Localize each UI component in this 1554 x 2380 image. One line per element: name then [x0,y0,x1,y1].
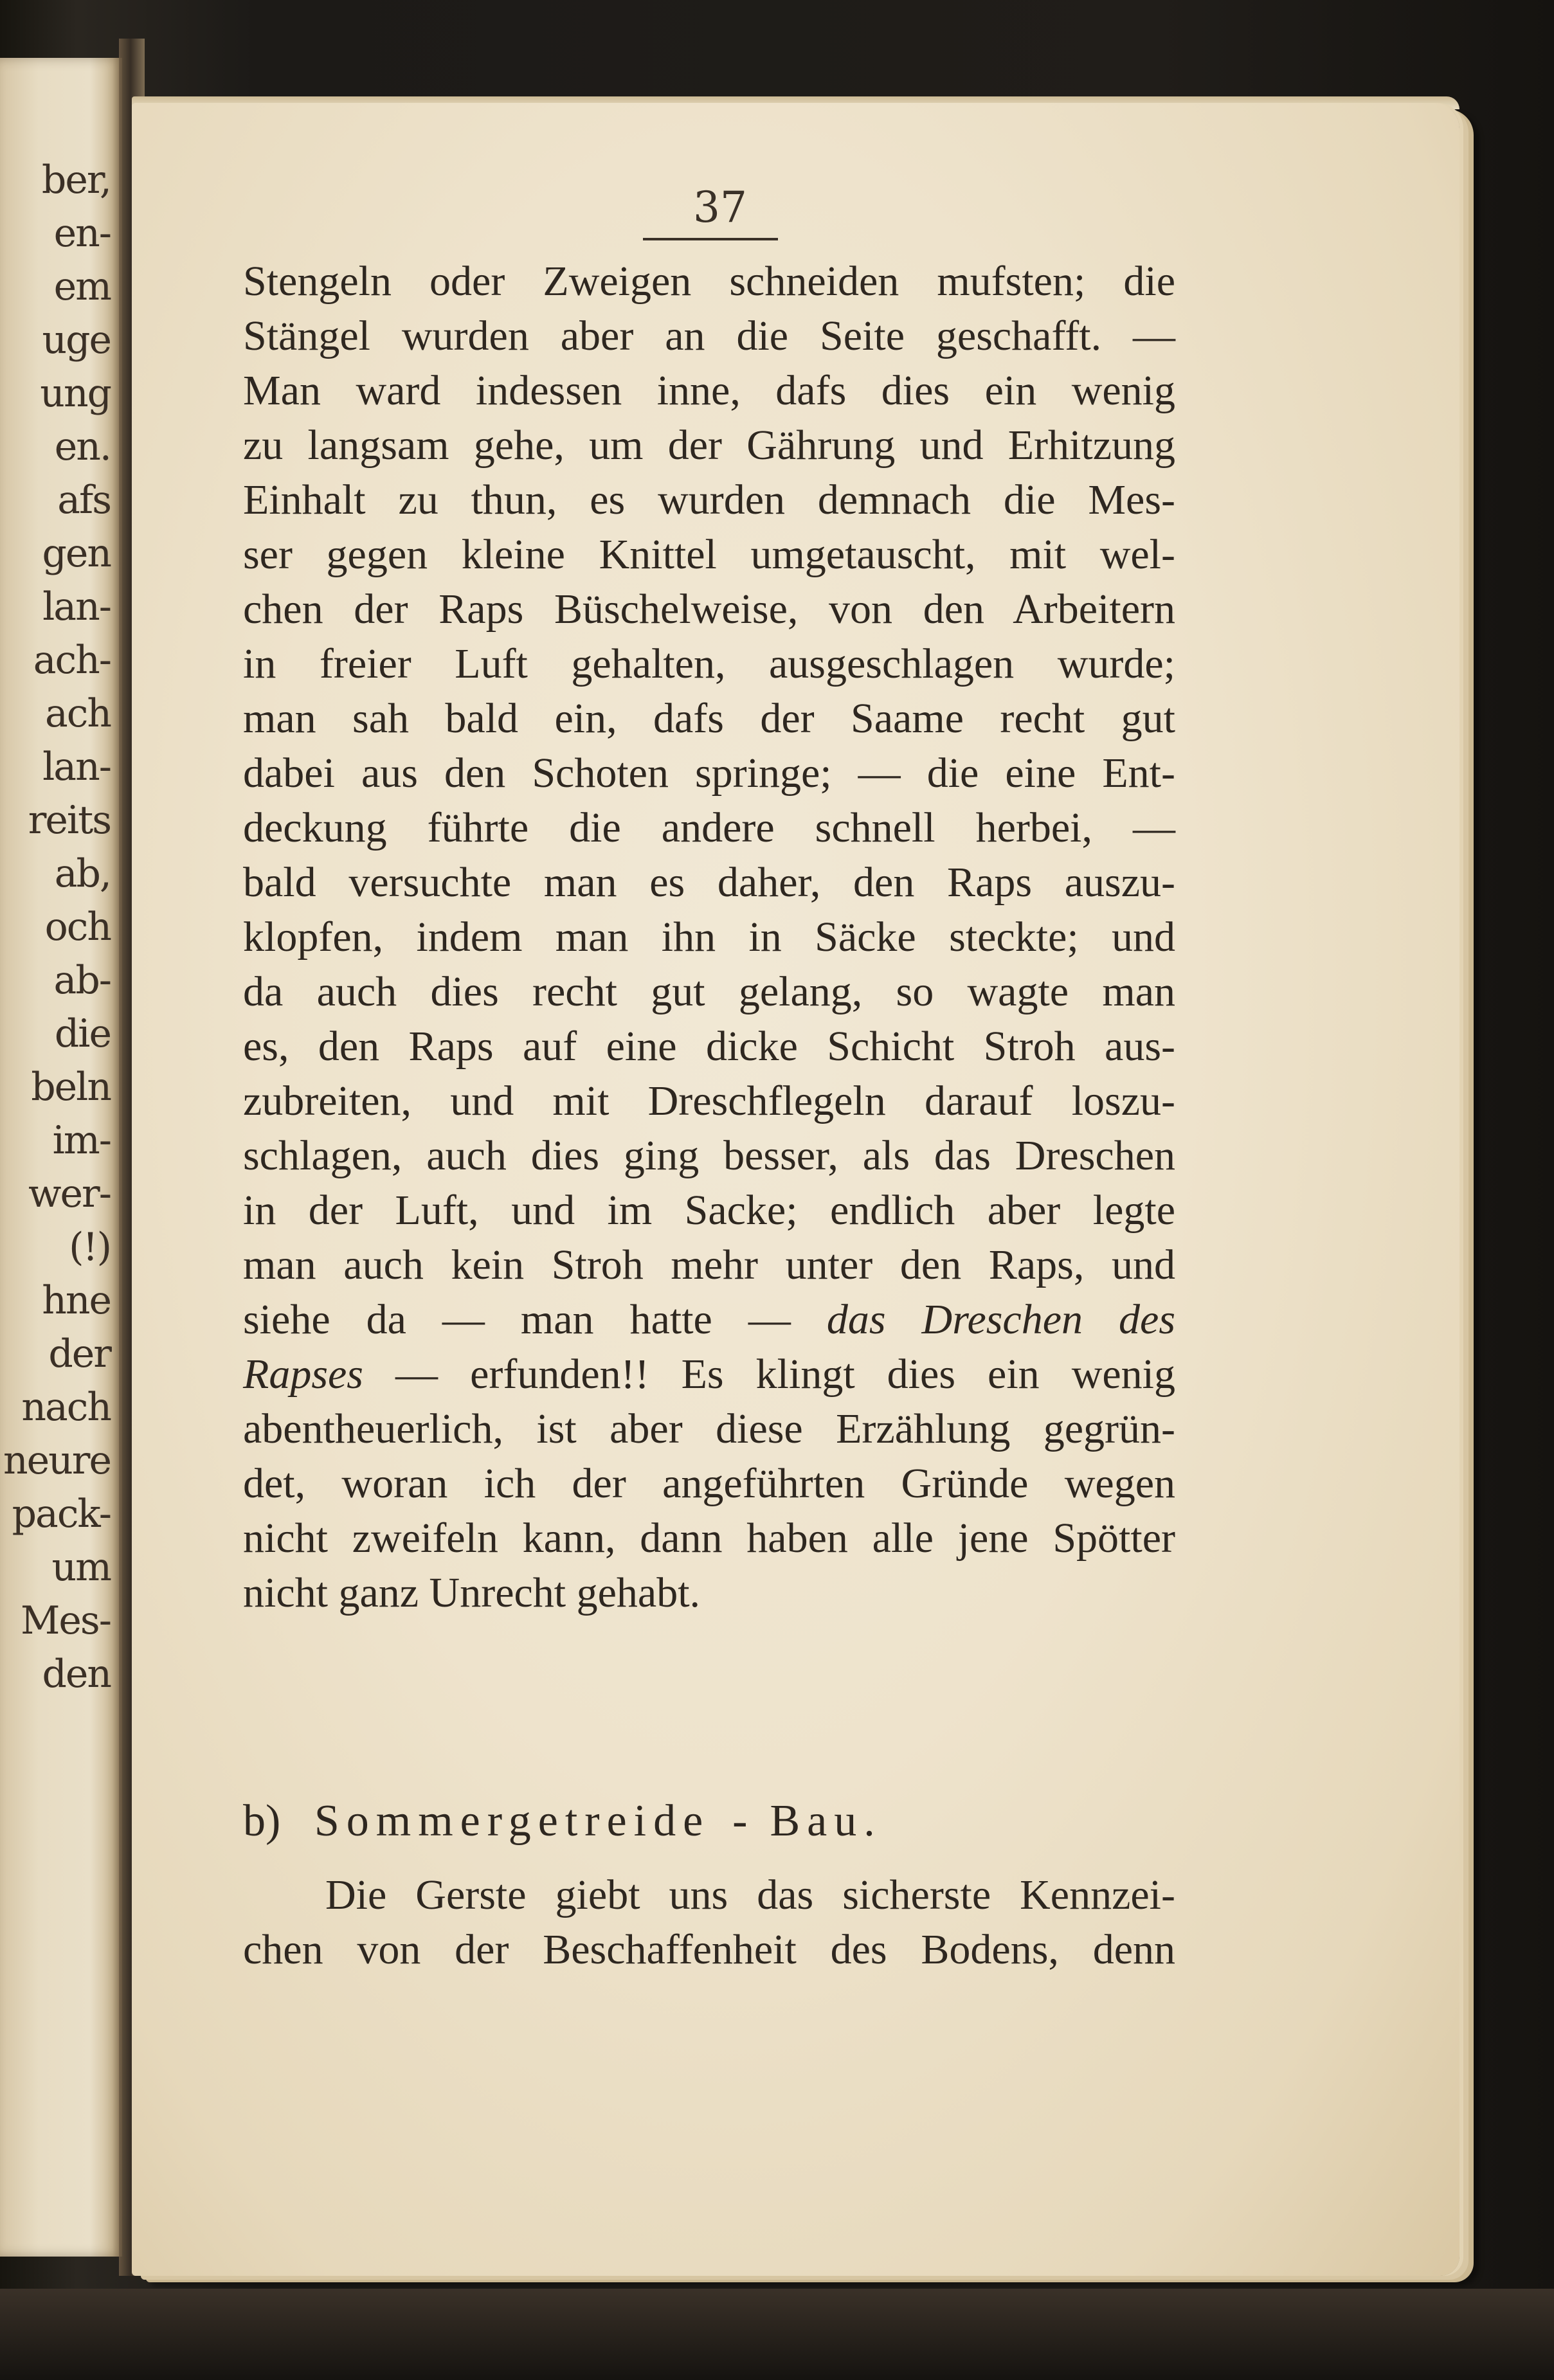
text-line: man sah bald ein, dafs der Saame recht gut [243,695,1175,742]
emphasis-text: das Dreschen des [826,1296,1176,1343]
section-title: Sommergetreide [314,1796,710,1846]
fragment: den [42,1652,111,1697]
fragment: der [48,1331,111,1376]
text-line [243,1292,1175,1347]
text-line: chen von der Beschaffenheit des Bodens, denn [243,1926,1175,1973]
fragment: afs [57,478,111,523]
fragment: die [54,1011,111,1056]
text-segment: siehe da — man hatte — [243,1296,791,1343]
section-title-dash: - [732,1796,748,1846]
text-line: klopfen, indem man ihn in Säcke steckte; und [243,914,1175,960]
fragment: ab- [53,958,111,1003]
fragment: um [51,1545,111,1590]
text-line: deckung führte die andere schnell herbei, — [243,804,1175,851]
facing-page-fragments [0,58,122,2257]
text-line: chen der Raps Büschelweise, von den Arbeitern [243,586,1175,633]
section-marker: b) [243,1796,281,1846]
fragment: ber, [41,158,111,203]
fragment: ab, [54,851,111,896]
text-line: nicht ganz Unrecht gehabt. [243,1569,701,1616]
fragment: nach [21,1385,111,1430]
scan-background-bottom [0,2289,1554,2380]
fragment: pack- [12,1492,111,1537]
fragment: lan- [42,584,111,629]
text-line: Die Gerste giebt uns das sicherste Kennzei- [325,1871,1175,1918]
text-line: nicht zweifeln kann, dann haben alle jene Spötter [243,1515,1175,1562]
fragment: ung [40,371,111,416]
text-line [243,1347,1175,1402]
fragment: ach- [33,638,111,683]
text-line: dabei aus den Schoten springe; — die eine Ent- [243,750,1175,797]
emphasis-text: Rapses [243,1351,363,1398]
fragment: och [44,905,111,950]
facing-page-left [0,58,122,2257]
text-line: Man ward indessen inne, dafs dies ein wenig [243,367,1175,414]
page-number-rule [643,238,778,240]
text-line: zubreiten, und mit Dreschflegeln darauf loszu- [243,1077,1175,1124]
body-paragraph [243,254,1175,1620]
text-line: Einhalt zu thun, es wurden demnach die Mes- [243,476,1175,523]
text-line: bald versuchte man es daher, den Raps auszu- [243,859,1175,906]
text-line: schlagen, auch dies ging besser, als das Dreschen [243,1132,1175,1179]
text-line: Stängel wurden aber an die Seite geschafft. — [243,312,1175,359]
section-title-end: Bau. [770,1796,882,1846]
text-segment: — erfunden!! Es klingt dies ein wenig [395,1351,1175,1398]
fragment: em [53,264,111,309]
fragment: en- [53,211,111,256]
fragment: beln [31,1065,111,1110]
text-line: man auch kein Stroh mehr unter den Raps, und [243,1241,1175,1288]
fragment: (!) [69,1225,111,1270]
fragment: uge [42,318,111,363]
page-number: 37 [693,183,747,232]
fragment: ach [44,691,111,736]
fragment: reits [28,798,111,843]
text-line: zu langsam gehe, um der Gährung und Erhitzung [243,422,1175,469]
fragment: neure [3,1438,111,1483]
fragment: en. [54,424,111,469]
text-line: det, woran ich der angeführten Gründe wegen [243,1460,1175,1507]
section-heading [243,1794,1175,1848]
text-line: ser gegen kleine Knittel umgetauscht, mit wel- [243,531,1175,578]
text-line: in freier Luft gehalten, ausgeschlagen wurde; [243,640,1175,687]
fragment: wer- [28,1171,111,1216]
fragment: gen [42,531,111,576]
fragment: lan- [42,744,111,789]
section-paragraph [243,1868,1175,1977]
text-line: da auch dies recht gut gelang, so wagte man [243,968,1175,1015]
text-line: in der Luft, und im Sacke; endlich aber legte [243,1187,1175,1234]
text-line: es, den Raps auf eine dicke Schicht Stroh aus- [243,1023,1175,1070]
fragment: Mes- [20,1598,111,1643]
text-line: abentheuerlich, ist aber diese Erzählung gegrün- [243,1405,1175,1452]
fragment: im- [52,1118,111,1163]
text-line: Stengeln oder Zweigen schneiden mufsten; die [243,258,1175,305]
fragment: hne [42,1278,111,1323]
